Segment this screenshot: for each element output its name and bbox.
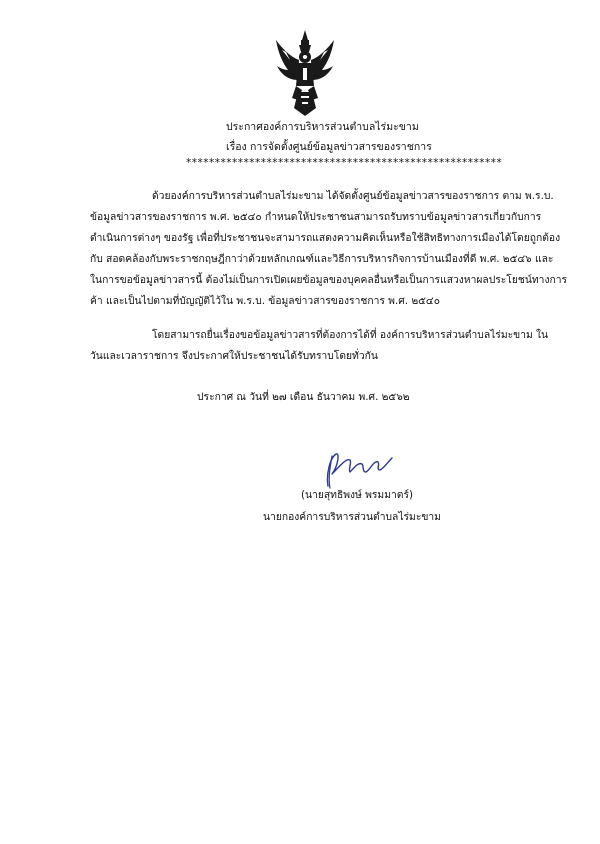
announcement-heading: ประกาศองค์การบริหารส่วนตำบลไร่มะขาม bbox=[226, 121, 419, 133]
paragraph-1-line-6: ค้า และเป็นไปตามที่บัญญัติไว้ใน พ.ร.บ. ข้อมูลข่าวสารของราชการ พ.ศ. ๒๕๔๐ bbox=[90, 295, 440, 307]
paragraph-2-line-2: วันและเวลาราชการ จึงประกาศให้ประชาชนได้รับทราบโดยทั่วกัน bbox=[90, 350, 378, 362]
paragraph-1-line-1: ด้วยองค์การบริหารส่วนตำบลไร่มะขาม ได้จัดตั้งศูนย์ข้อมูลข่าวสารของราชการ ตาม พ.ร.บ. bbox=[152, 190, 554, 202]
paragraph-1-line-2: ข้อมูลข่าวสารของราชการ พ.ศ. ๒๕๔๐ กำหนดให้ประชาชนสามารถรับทราบข้อมูลข่าวสารเกี่ยวกับการ bbox=[90, 211, 542, 223]
garuda-emblem-icon bbox=[274, 30, 336, 116]
paragraph-1-line-4: กับ สอดคล้องกับพระราชกฤษฎีกาว่าด้วยหลักเกณฑ์และวิธีการบริหารกิจการบ้านเมืองที่ดี พ.ศ. ๒๕๔๖ และ bbox=[90, 253, 554, 265]
handwritten-signature bbox=[310, 444, 400, 490]
announcement-date: ประกาศ ณ วันที่ ๒๗ เดือน ธันวาคม พ.ศ. ๒๕๖๒ bbox=[197, 391, 410, 403]
separator-line: ******************************************************* bbox=[186, 157, 503, 169]
announcement-subject: เรื่อง การจัดตั้งศูนย์ข้อมูลข่าวสารของราชการ bbox=[226, 141, 432, 153]
paragraph-2-line-1: โดยสามารถยื่นเรื่องขอข้อมูลข่าวสารที่ต้องการได้ที่ องค์การบริหารส่วนตำบลไร่มะขาม ใน bbox=[152, 329, 549, 341]
signatory-title: นายกองค์การบริหารส่วนตำบลไร่มะขาม bbox=[263, 511, 441, 523]
paragraph-1-line-3: ดำเนินการต่างๆ ของรัฐ เพื่อที่ประชาชนจะสามารถแสดงความคิดเห็นหรือใช้สิทธิทางการเมืองได้โดยถูกต้อง bbox=[90, 232, 561, 244]
paragraph-1-line-5: ในการขอข้อมูลข่าวสารนี้ ต้องไม่เป็นการเปิดเผยข้อมูลของบุคคลอื่นหรือเป็นการแสวงหาผลประโยชน์ทางการ bbox=[90, 274, 568, 286]
signatory-name: (นายสุทธิพงษ์ พรมมาตร์) bbox=[301, 489, 414, 501]
